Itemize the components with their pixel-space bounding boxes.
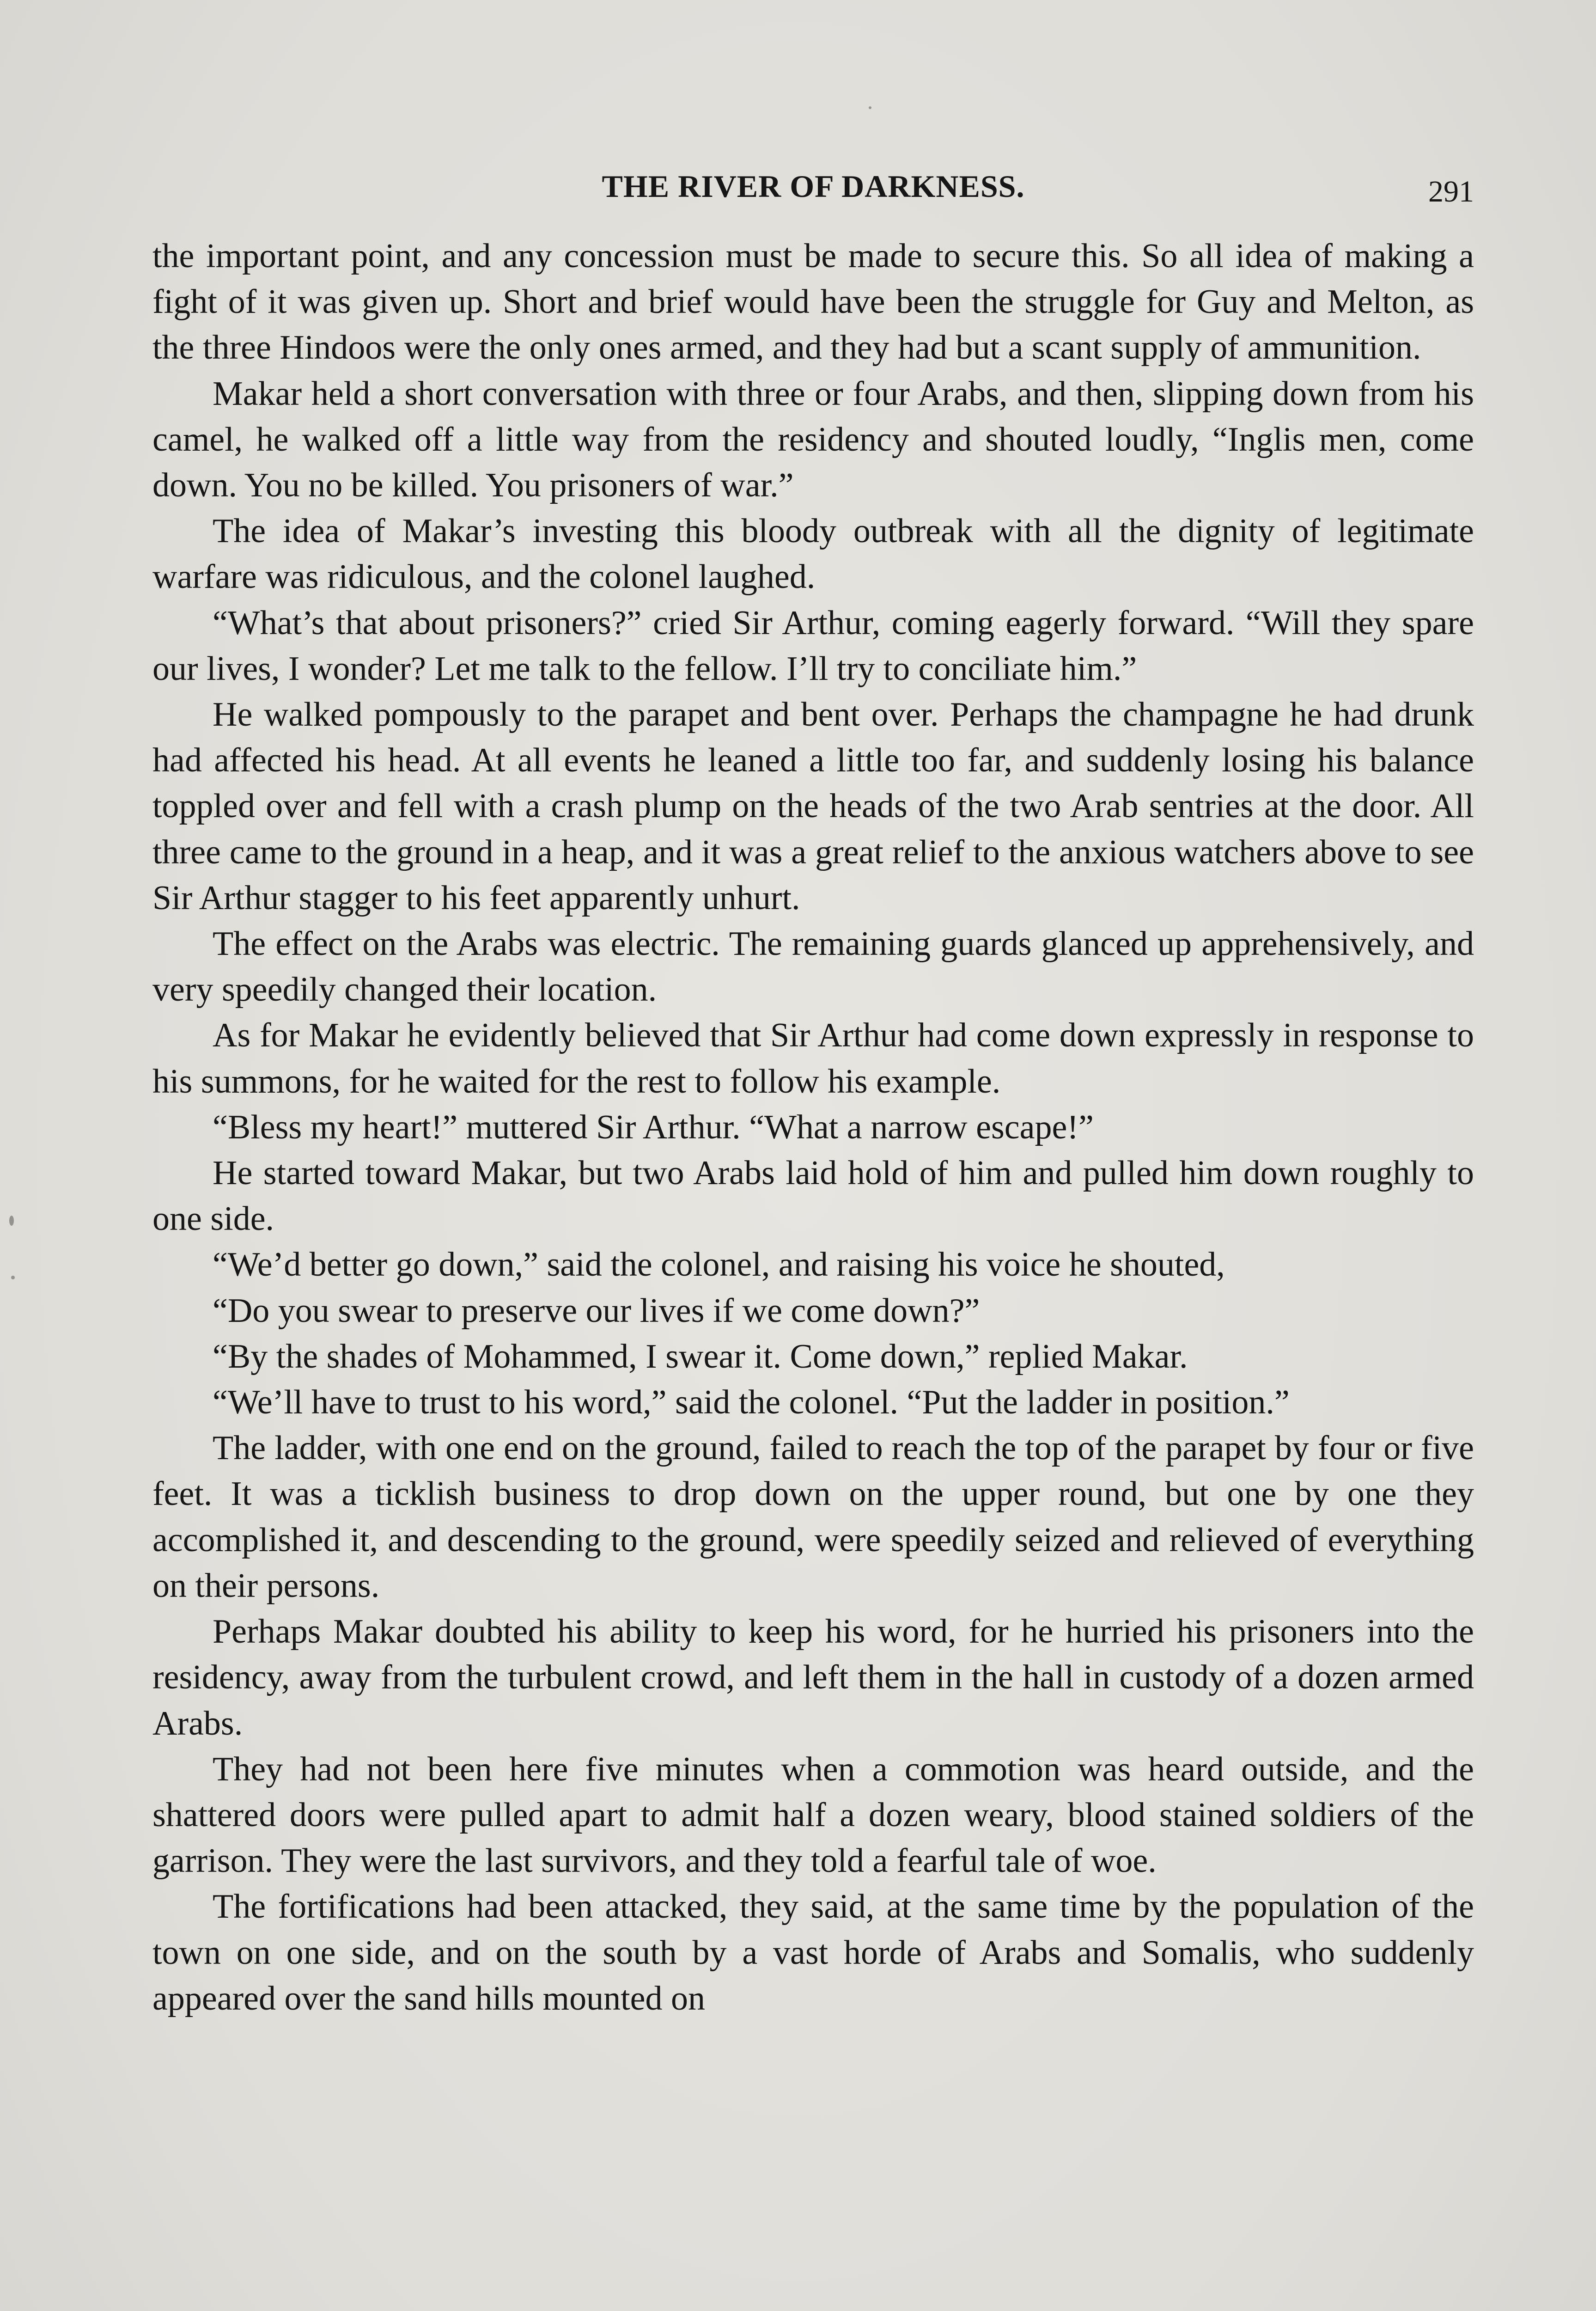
paragraph-3: The idea of Makar’s investing this bloody outbreak with all the dignity of legitimate warfare was ridiculous, and the colonel laughed. xyxy=(152,512,1474,596)
paragraph-7: As for Makar he evidently believed that Sir Arthur had come down expressly in response to his summons, for he waited for the rest to follow his example. xyxy=(152,1016,1474,1100)
paragraph-8: “Bless my heart!” muttered Sir Arthur. “What a narrow escape!” xyxy=(213,1108,1094,1146)
paragraph-1: the important point, and any concession must be made to secure this. So all idea of making a fight of it was given up. Short and brief would have been the struggle for Guy and Melton, as the three Hindoos were the only ones armed, and they had but a scant supply of ammunition. xyxy=(152,237,1474,367)
paragraph-17: The fortifications had been attacked, they said, at the same time by the population of the town on one side, and on the south by a vast horde of Arabs and Somalis, who suddenly appeared over the sand hills mounted on xyxy=(152,1888,1474,2018)
running-head xyxy=(152,161,1474,212)
paragraph-10: “We’d better go down,” said the colonel, and raising his voice he shouted, xyxy=(213,1246,1225,1284)
body-text xyxy=(152,233,1474,2311)
paragraph-11: “Do you swear to preserve our lives if we come down?” xyxy=(213,1291,980,1330)
page-number: 291 xyxy=(1428,175,1474,208)
paragraph-12: “By the shades of Mohammed, I swear it. Come down,” replied Makar. xyxy=(213,1337,1188,1376)
paragraph-15: Perhaps Makar doubted his ability to keep his word, for he hurried his prisoners into the residency, away from the turbulent crowd, and left them in the hall in custody of a dozen armed Arabs. xyxy=(152,1613,1474,1742)
paragraph-5: He walked pompously to the parapet and bent over. Perhaps the champagne he had drunk had affected his head. At all events he leaned a little too far, and suddenly losing his balance toppled over and fell with a crash plump on the heads of the two Arab sentries at the door. All three came to the ground in a heap, and it was a great relief to the anxious watchers above to see Sir Arthur stagger to his feet apparently unhurt. xyxy=(152,696,1474,917)
paragraph-13: “We’ll have to trust to his word,” said the colonel. “Put the ladder in position.” xyxy=(213,1383,1290,1422)
paragraph-2: Makar held a short conversation with three or four Arabs, and then, slipping down from his camel, he walked off a little way from the residency and shouted loudly, “Inglis men, come down. You no be killed. You prisoners of war.” xyxy=(152,374,1474,505)
paragraph-14: The ladder, with one end on the ground, failed to reach the top of the parapet by four or five feet. It was a ticklish business to drop down on the upper round, but one by one they accomplished it, and descending to the ground, were speedily seized and relieved of everything on their persons. xyxy=(152,1429,1474,1605)
running-title: THE RIVER OF DARKNESS. xyxy=(602,169,1025,204)
paragraph-6: The effect on the Arabs was electric. The remaining guards glanced up apprehensively, and very speedily changed their location. xyxy=(152,925,1474,1009)
paragraph-9: He started toward Makar, but two Arabs laid hold of him and pulled him down roughly to one side. xyxy=(152,1154,1474,1238)
paper-speck xyxy=(869,106,871,109)
paragraph-4: “What’s that about prisoners?” cried Sir Arthur, coming eagerly forward. “Will they spare our lives, I wonder? Let me talk to the fellow. I’ll try to conciliate him.” xyxy=(152,604,1474,688)
paragraph-16: They had not been here five minutes when a commotion was heard outside, and the shattered doors were pulled apart to admit half a dozen weary, blood stained soldiers of the garrison. They were the last survivors, and they told a fearful tale of woe. xyxy=(152,1750,1474,1880)
paper-speck xyxy=(11,1276,15,1279)
paper-speck xyxy=(9,1216,14,1226)
